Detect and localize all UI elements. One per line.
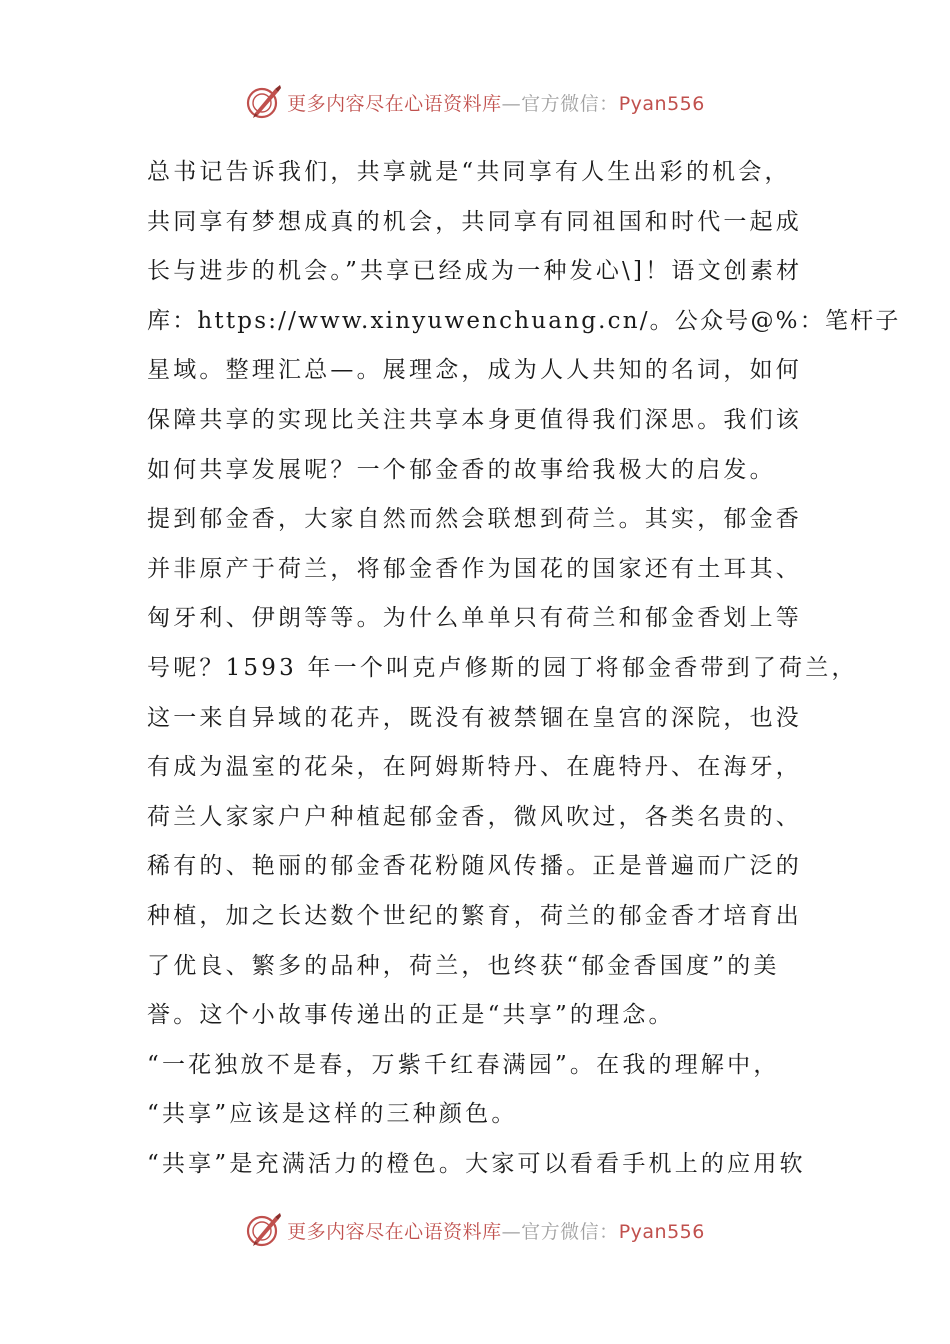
body-line: “共享”是充满活力的橙色。大家可以看看手机上的应用软 <box>147 1150 806 1177</box>
header-text <box>287 89 705 116</box>
document-body <box>147 148 901 1189</box>
header-banner <box>0 80 950 124</box>
body-line: 库：https://www.xinyuwenchuang.cn/。公众号@%：笔杆子 <box>147 307 901 334</box>
footer-separator: — <box>501 1220 522 1243</box>
body-line: 种植，加之长达数个世纪的繁育，荷兰的郁金香才培育出 <box>147 902 802 929</box>
body-line: “共享”应该是这样的三种颜色。 <box>147 1101 518 1128</box>
body-line: 星域。整理汇总—。展理念，成为人人共知的名词，如何 <box>147 357 802 384</box>
body-line: 稀有的、艳丽的郁金香花粉随风传播。正是普遍而广泛的 <box>147 853 802 880</box>
body-line: 总书记告诉我们，共享就是“共同享有人生出彩的机会， <box>147 159 791 185</box>
footer-text <box>287 1217 705 1244</box>
header-separator: — <box>501 92 522 115</box>
footer-site-name: 更多内容尽在心语资料库 <box>287 1220 502 1243</box>
body-line: 有成为温室的花朵，在阿姆斯特丹、在鹿特丹、在海牙， <box>147 754 802 781</box>
pen-logo-icon <box>245 83 283 121</box>
footer-banner <box>0 1208 950 1252</box>
footer-wechat-id: Pyan556 <box>618 1220 705 1243</box>
body-line: 荷兰人家家户户种植起郁金香，微风吹过，各类名贵的、 <box>147 803 802 830</box>
body-line: 誉。这个小故事传递出的正是“共享”的理念。 <box>147 1002 675 1029</box>
body-line: 这一来自异域的花卉，既没有被禁锢在皇宫的深院，也没 <box>147 704 802 731</box>
body-line: 匈牙利、伊朗等等。为什么单单只有荷兰和郁金香划上等 <box>147 605 802 632</box>
body-line: “一花独放不是春，万紫千红春满园”。在我的理解中， <box>147 1051 780 1078</box>
header-official-label: 官方微信： <box>521 92 619 115</box>
body-line: 了优良、繁多的品种，荷兰，也终获“郁金香国度”的美 <box>147 952 780 979</box>
pen-logo-icon <box>245 1211 283 1249</box>
body-line: 长与进步的机会。”共享已经成为一种发心\]！语文创素材 <box>147 258 803 285</box>
body-line: 保障共享的实现比关注共享本身更值得我们深思。我们该 <box>147 406 802 433</box>
header-wechat-id: Pyan556 <box>618 92 705 115</box>
body-line: 并非原产于荷兰，将郁金香作为国花的国家还有土耳其、 <box>147 555 802 582</box>
body-line: 提到郁金香，大家自然而然会联想到荷兰。其实，郁金香 <box>147 506 802 533</box>
footer-official-label: 官方微信： <box>521 1220 619 1243</box>
body-line: 如何共享发展呢？一个郁金香的故事给我极大的启发。 <box>147 456 776 483</box>
body-line: 号呢？1593 年一个叫克卢修斯的园丁将郁金香带到了荷兰， <box>147 654 858 681</box>
header-site-name: 更多内容尽在心语资料库 <box>287 92 502 115</box>
body-line: 共同享有梦想成真的机会，共同享有同祖国和时代一起成 <box>147 208 802 235</box>
